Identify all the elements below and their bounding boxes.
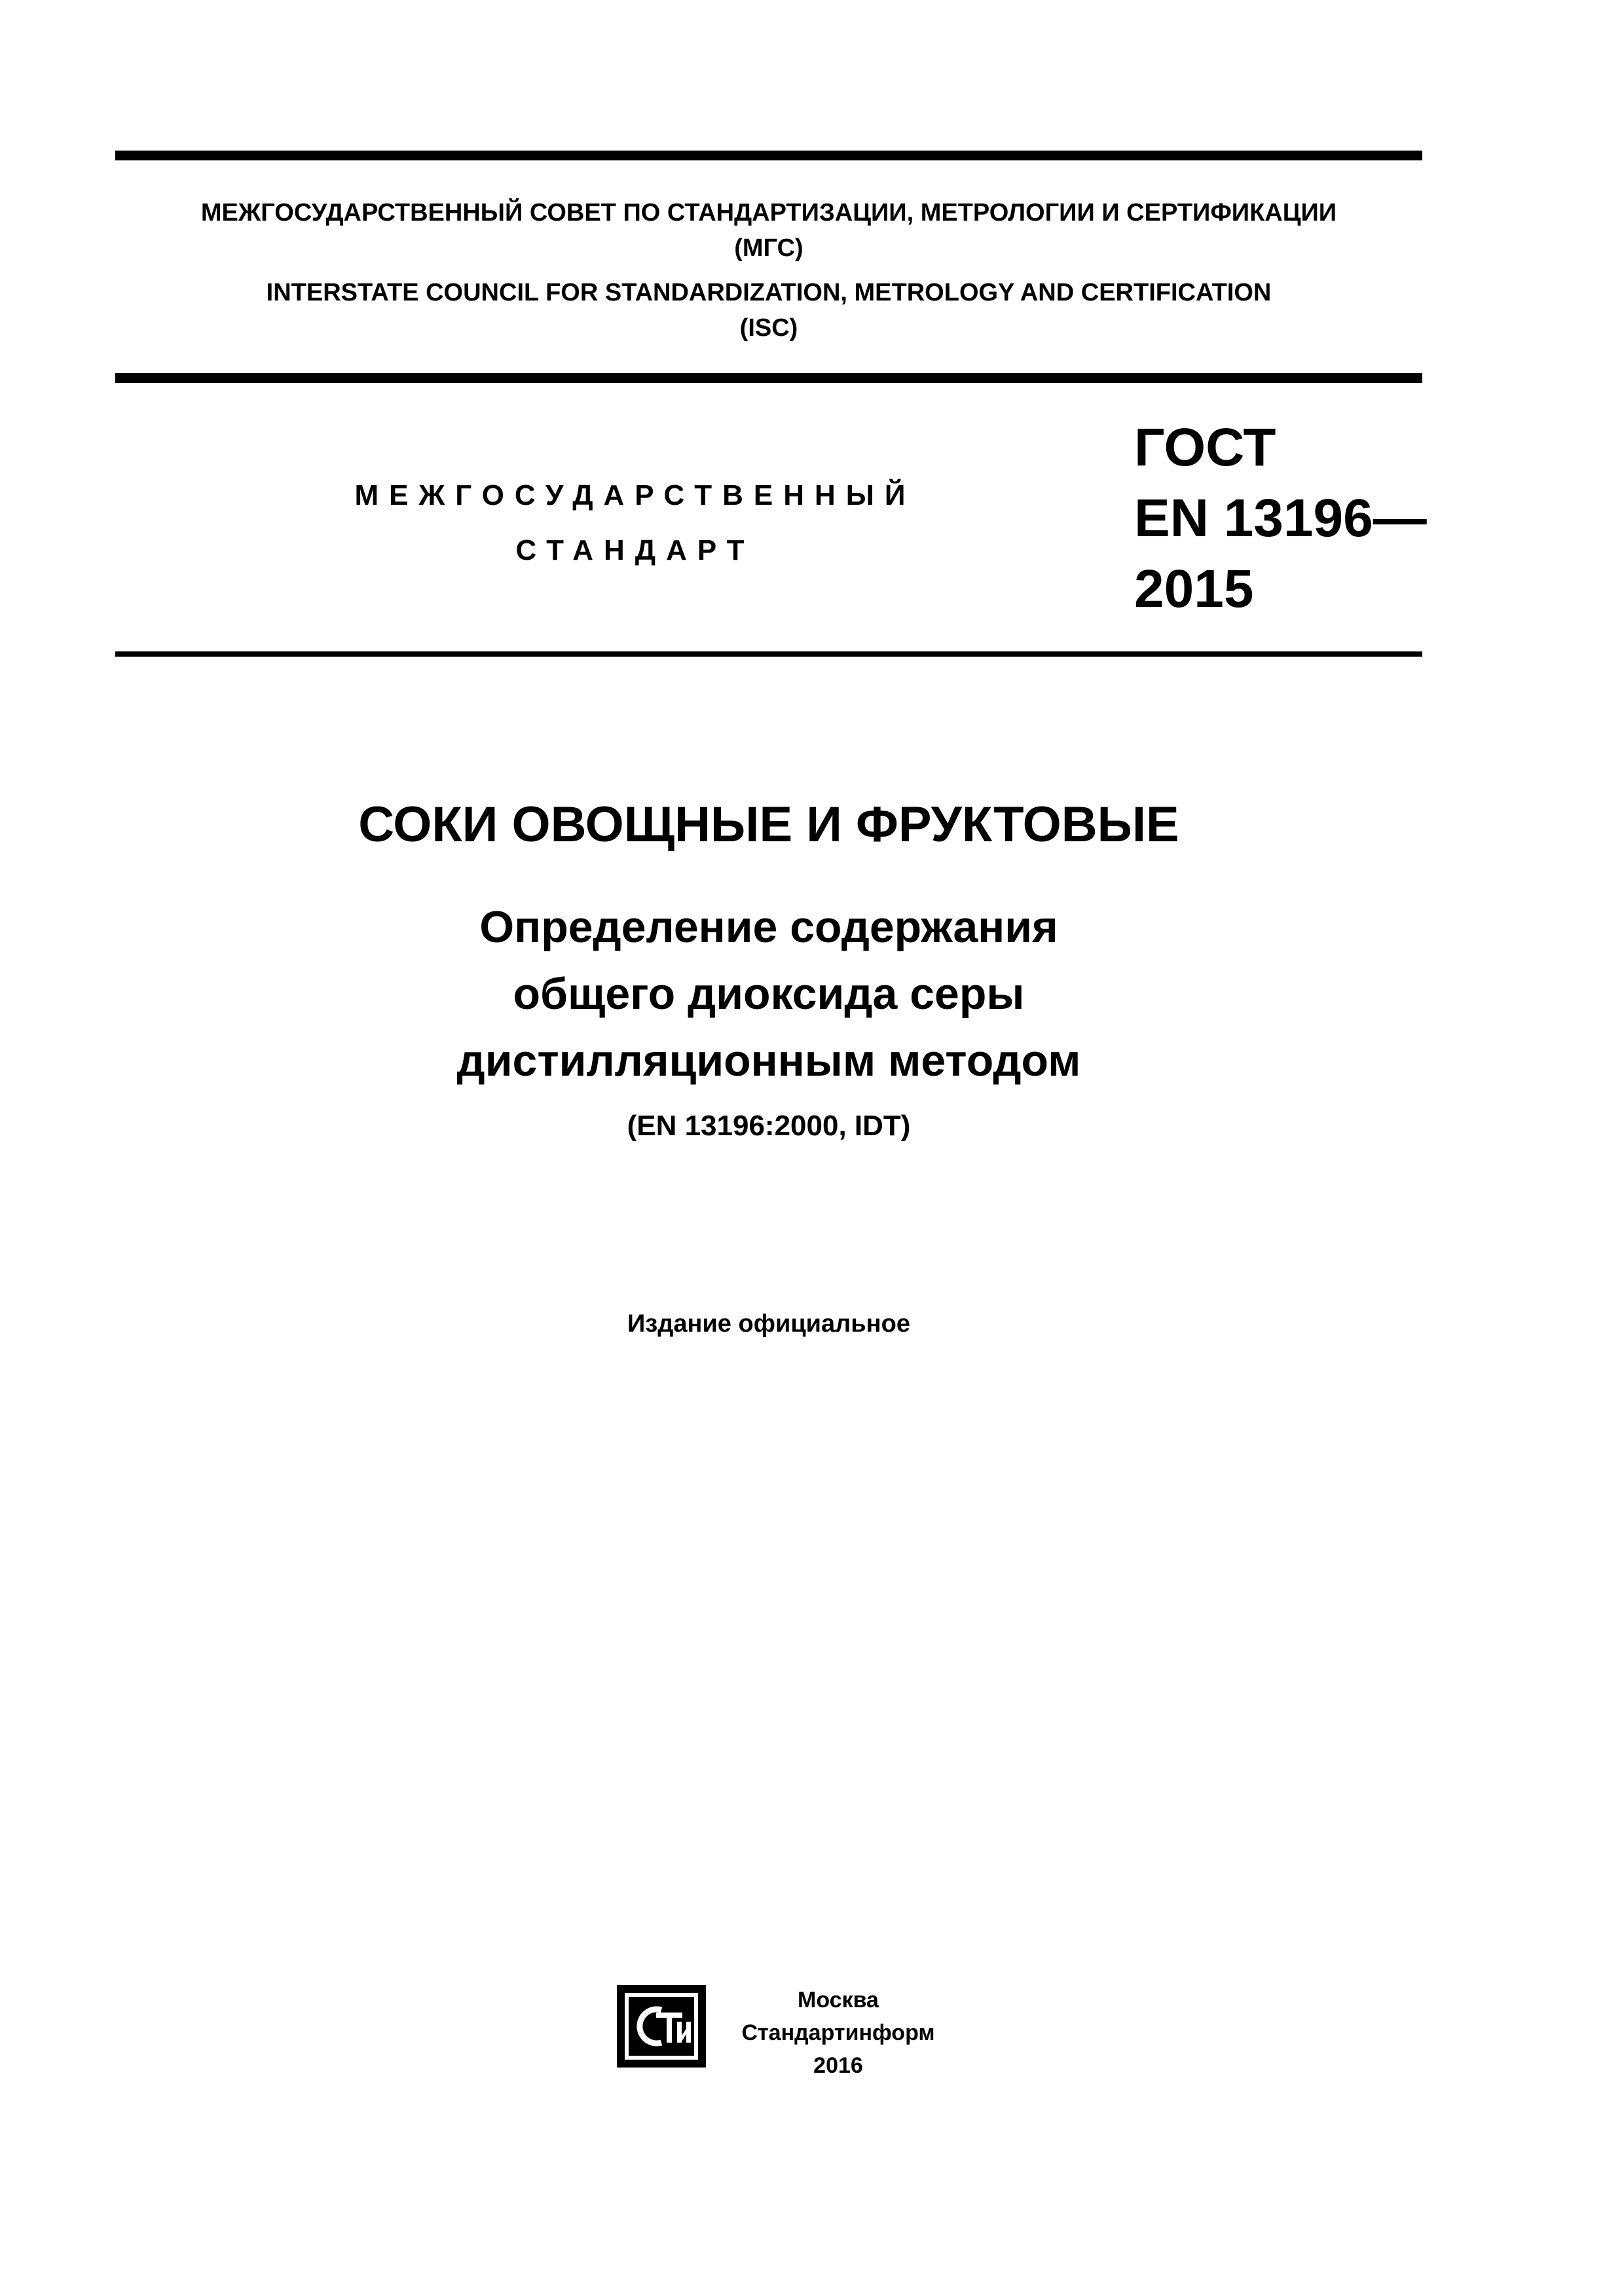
publisher-name: Стандартинформ bbox=[741, 2020, 935, 2045]
bottom-rule bbox=[115, 651, 1422, 657]
top-rule bbox=[115, 151, 1422, 160]
equivalence-note: (EN 13196:2000, IDT) bbox=[627, 1110, 911, 1142]
council-abbr-ru: (МГС) bbox=[734, 234, 803, 262]
publisher-city: Москва bbox=[798, 1988, 879, 2013]
standartinform-logo-icon bbox=[616, 1984, 707, 2069]
publisher-imprint bbox=[720, 1984, 956, 2082]
publisher-year: 2016 bbox=[813, 2053, 863, 2078]
designation-line2: EN 13196— bbox=[1134, 488, 1427, 548]
council-abbr-en: (ISC) bbox=[739, 314, 798, 342]
subtitle-line2: общего диоксида серы bbox=[513, 969, 1025, 1019]
standard-kind-line1: МЕЖГОСУДАРСТВЕННЫЙ bbox=[354, 479, 916, 511]
standard-kind bbox=[288, 468, 982, 578]
document-subtitle bbox=[115, 894, 1422, 1094]
standard-kind-line2: СТАНДАРТ bbox=[515, 534, 755, 566]
subtitle-line3: дистилляционным методом bbox=[456, 1036, 1081, 1085]
standard-designation bbox=[1134, 412, 1427, 625]
council-name-ru bbox=[115, 195, 1422, 266]
council-name-ru-line: МЕЖГОСУДАРСТВЕННЫЙ СОВЕТ ПО СТАНДАРТИЗАЦИИ, МЕТРОЛОГИИ И СЕРТИФИКАЦИИ bbox=[200, 199, 1337, 227]
designation-line3: 2015 bbox=[1134, 559, 1254, 619]
edition-note: Издание официальное bbox=[627, 1310, 910, 1338]
subtitle-line1: Определение содержания bbox=[479, 902, 1058, 952]
council-name-en-line: INTERSTATE COUNCIL FOR STANDARDIZATION, METROLOGY AND CERTIFICATION bbox=[266, 279, 1272, 306]
document-title: СОКИ ОВОЩНЫЕ И ФРУКТОВЫЕ bbox=[358, 797, 1179, 852]
middle-rule bbox=[115, 373, 1422, 383]
designation-line1: ГОСТ bbox=[1134, 418, 1276, 477]
council-name-en bbox=[115, 275, 1422, 346]
